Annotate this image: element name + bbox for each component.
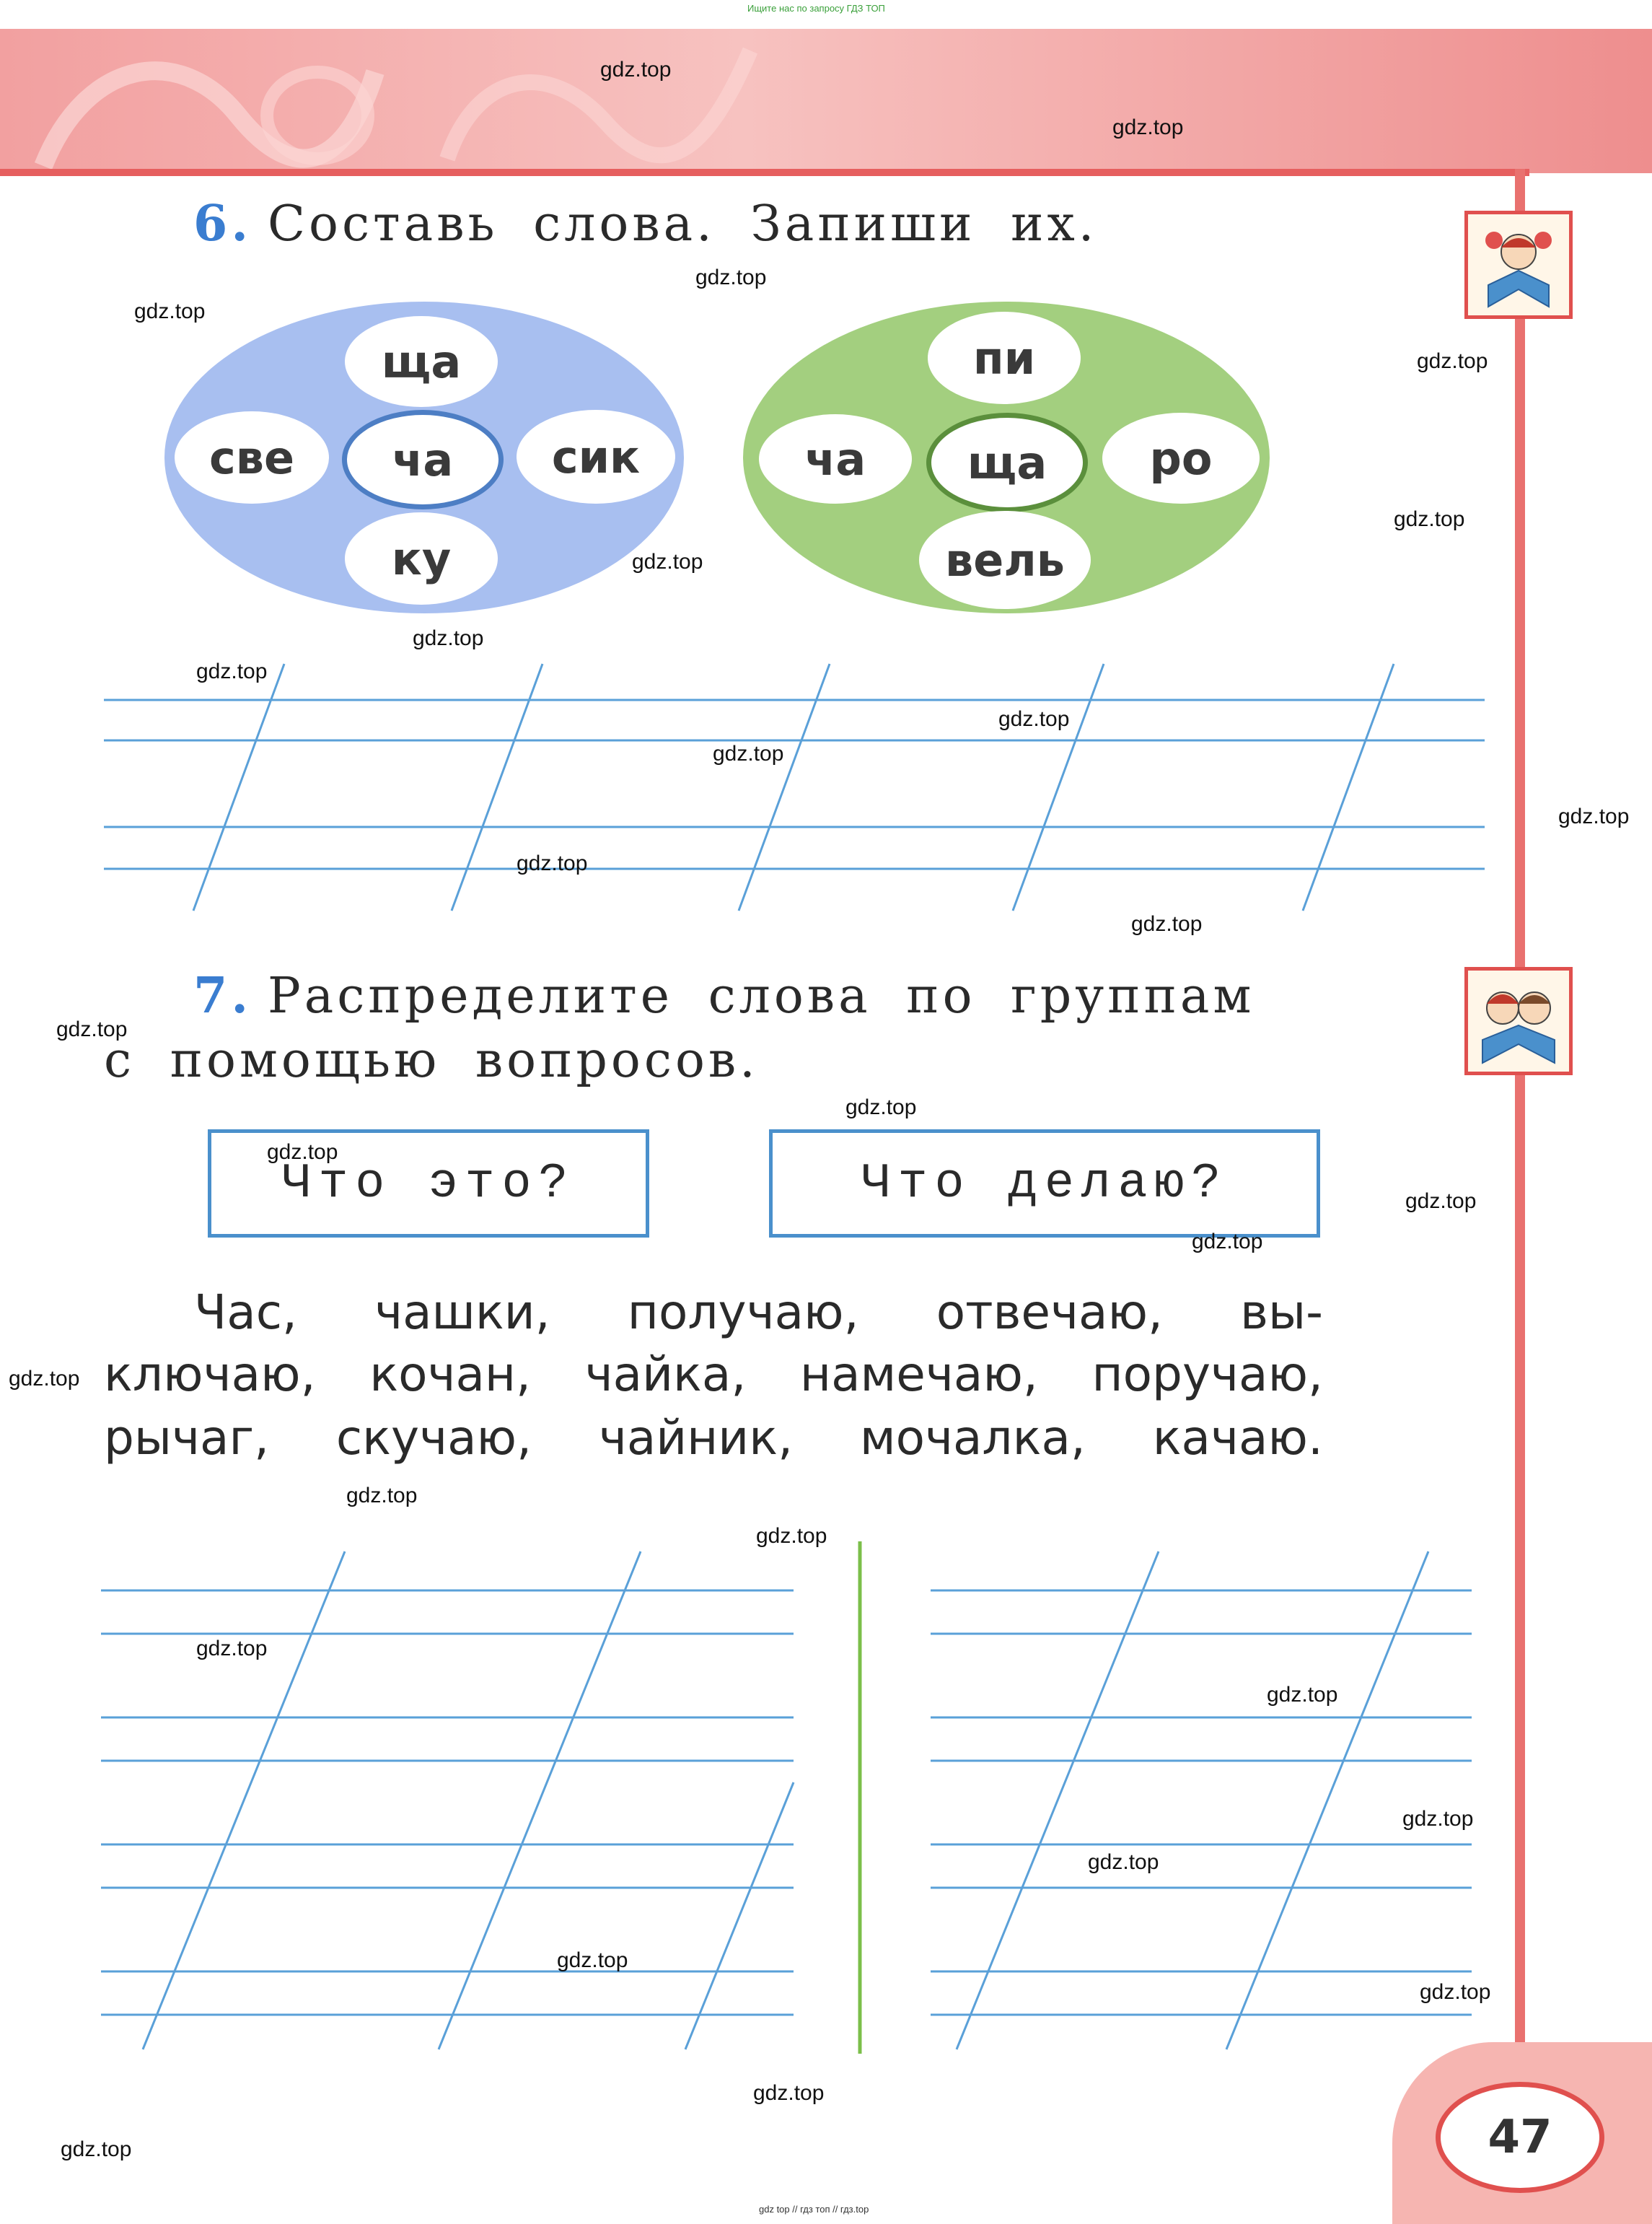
top-search-note: Ищите нас по запросу ГДЗ ТОП xyxy=(747,3,885,14)
word: чайка, xyxy=(584,1347,747,1402)
word: отвечаю, xyxy=(936,1284,1163,1340)
blue-syllable-right: сик xyxy=(517,410,675,504)
word: кочан, xyxy=(369,1347,532,1402)
word: намечаю, xyxy=(799,1347,1038,1402)
question-box-what-is-it: Что это? xyxy=(208,1129,649,1238)
watermark: gdz.top xyxy=(845,1095,917,1119)
watermark: gdz.top xyxy=(1402,1807,1474,1831)
watermark: gdz.top xyxy=(1405,1189,1477,1213)
watermark: gdz.top xyxy=(196,1637,268,1660)
blue-syllable-top: ща xyxy=(345,316,498,407)
watermark: gdz.top xyxy=(9,1367,80,1391)
watermark: gdz.top xyxy=(1267,1683,1338,1707)
watermark: gdz.top xyxy=(756,1524,827,1548)
green-syllable-bottom: вель xyxy=(919,511,1091,609)
watermark: gdz.top xyxy=(632,550,703,574)
watermark: gdz.top xyxy=(1420,1980,1491,2004)
task7-title-text1: Распределите слова по группам xyxy=(268,968,1255,1025)
watermark: gdz.top xyxy=(1417,349,1488,373)
watermark: gdz.top xyxy=(695,266,767,289)
green-syllable-center: ща xyxy=(926,413,1088,512)
word: чайник, xyxy=(598,1410,794,1466)
green-syllable-left: ча xyxy=(759,414,912,504)
green-syllable-top: пи xyxy=(928,312,1081,404)
watermark: gdz.top xyxy=(1192,1230,1263,1253)
bottom-note: gdz top // гдз топ // гдз.top xyxy=(759,2204,869,2215)
question-box-what-do-i-do: Что делаю? xyxy=(769,1129,1320,1238)
watermark: gdz.top xyxy=(267,1140,338,1164)
watermark: gdz.top xyxy=(753,2081,825,2105)
watermark: gdz.top xyxy=(134,299,206,323)
watermark: gdz.top xyxy=(600,58,672,82)
word: мочалка, xyxy=(859,1410,1086,1466)
green-syllable-right: ро xyxy=(1102,413,1260,504)
blue-syllable-left: све xyxy=(175,411,329,504)
page-number: 47 xyxy=(1436,2082,1604,2193)
watermark: gdz.top xyxy=(1558,805,1630,828)
watermark: gdz.top xyxy=(196,660,268,683)
watermark: gdz.top xyxy=(1131,912,1203,936)
word: вы- xyxy=(1240,1284,1323,1340)
task7-number: 7. xyxy=(193,967,252,1025)
word: ключаю, xyxy=(104,1347,316,1402)
task6-number: 6. xyxy=(193,195,252,253)
watermark: gdz.top xyxy=(56,1017,128,1041)
watermark: gdz.top xyxy=(1112,115,1184,139)
watermark: gdz.top xyxy=(713,742,784,766)
watermark: gdz.top xyxy=(1394,507,1465,531)
watermark: gdz.top xyxy=(1088,1850,1159,1874)
blue-syllable-bottom: ку xyxy=(345,512,498,605)
word: рычаг, xyxy=(104,1410,270,1466)
word: чашки, xyxy=(374,1284,550,1340)
blue-syllable-center: ча xyxy=(342,410,504,509)
watermark: gdz.top xyxy=(413,626,484,650)
watermark: gdz.top xyxy=(61,2137,132,2161)
word: скучаю, xyxy=(335,1410,532,1466)
watermark: gdz.top xyxy=(346,1484,418,1507)
word: качаю. xyxy=(1152,1410,1323,1466)
task7-title-line2: с помощью вопросов. xyxy=(104,1032,759,1089)
watermark: gdz.top xyxy=(998,707,1070,731)
watermark: gdz.top xyxy=(517,851,588,875)
watermark: gdz.top xyxy=(557,1948,628,1972)
task6-title-text: Составь слова. Запиши их. xyxy=(268,196,1098,253)
word: получаю, xyxy=(627,1284,859,1340)
word: поручаю, xyxy=(1091,1347,1323,1402)
word: Час, xyxy=(194,1284,297,1340)
